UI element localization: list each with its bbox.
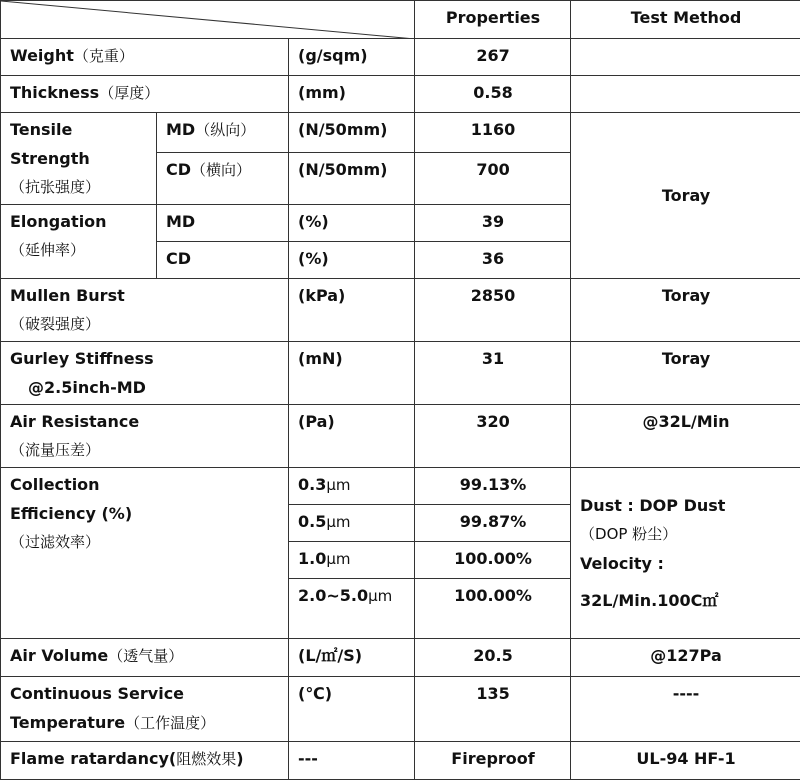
weight-label: Weight（克重） <box>1 39 289 76</box>
toray-method-group: Toray <box>571 113 800 279</box>
thickness-value: 0.58 <box>415 76 571 113</box>
collection-value: 100.00% <box>415 542 571 579</box>
tensile-cd-value: 700 <box>415 152 571 204</box>
row-thickness <box>1 76 800 113</box>
elongation-label: Elongation （延伸率） <box>1 205 157 279</box>
gurley-label: Gurley Stiffness @2.5inch-MD <box>1 342 289 405</box>
row-air-volume <box>1 639 800 677</box>
weight-unit: (g/sqm) <box>289 39 415 76</box>
weight-method <box>571 39 800 76</box>
row-flame <box>1 742 800 780</box>
tensile-label: Tensile Strength （抗张强度） <box>1 113 157 205</box>
header-row <box>1 1 800 39</box>
tensile-cd-label: CD（横向） <box>157 152 289 204</box>
flame-label: Flame ratardancy(阻燃效果) <box>1 742 289 780</box>
mullen-method: Toray <box>571 279 800 342</box>
elongation-cd-value: 36 <box>415 242 571 279</box>
collection-value: 100.00% <box>415 579 571 639</box>
air-resistance-unit: (Pa) <box>289 405 415 468</box>
corner-diagonal <box>1 1 415 39</box>
gurley-method: Toray <box>571 342 800 405</box>
mullen-value: 2850 <box>415 279 571 342</box>
tensile-md-unit: (N/50mm) <box>289 113 415 153</box>
air-volume-value: 20.5 <box>415 639 571 677</box>
header-test-method: Test Method <box>571 1 800 39</box>
collection-size: 0.3μm <box>289 468 415 505</box>
service-temp-value: 135 <box>415 677 571 742</box>
row-weight <box>1 39 800 76</box>
collection-size: 0.5μm <box>289 505 415 542</box>
air-resistance-method: @32L/Min <box>571 405 800 468</box>
elongation-md-unit: (%) <box>289 205 415 242</box>
air-resistance-label: Air Resistance （流量压差） <box>1 405 289 468</box>
tensile-md-label: MD（纵向） <box>157 113 289 153</box>
header-properties: Properties <box>415 1 571 39</box>
air-resistance-value: 320 <box>415 405 571 468</box>
thickness-unit: (mm) <box>289 76 415 113</box>
gurley-value: 31 <box>415 342 571 405</box>
thickness-label: Thickness（厚度） <box>1 76 289 113</box>
thickness-method <box>571 76 800 113</box>
elongation-md-label: MD <box>157 205 289 242</box>
elongation-md-value: 39 <box>415 205 571 242</box>
collection-label: Collection Efficiency (%) （过滤效率） <box>1 468 289 639</box>
elongation-cd-unit: (%) <box>289 242 415 279</box>
corner-cell <box>1 1 415 39</box>
flame-method: UL-94 HF-1 <box>571 742 800 780</box>
collection-value: 99.87% <box>415 505 571 542</box>
service-temp-label: Continuous Service Temperature（工作温度） <box>1 677 289 742</box>
row-mullen <box>1 279 800 342</box>
mullen-unit: (kPa) <box>289 279 415 342</box>
flame-value: Fireproof <box>415 742 571 780</box>
weight-value: 267 <box>415 39 571 76</box>
row-air-resistance <box>1 405 800 468</box>
collection-size: 2.0~5.0μm <box>289 579 415 639</box>
flame-unit: --- <box>289 742 415 780</box>
tensile-md-value: 1160 <box>415 113 571 153</box>
row-tensile-md <box>1 113 800 153</box>
collection-value: 99.13% <box>415 468 571 505</box>
mullen-label: Mullen Burst （破裂强度） <box>1 279 289 342</box>
air-volume-label: Air Volume（透气量） <box>1 639 289 677</box>
row-collection-0 <box>1 468 800 505</box>
air-volume-unit: (L/㎡/S) <box>289 639 415 677</box>
tensile-cd-unit: (N/50mm) <box>289 152 415 204</box>
service-temp-unit: (℃) <box>289 677 415 742</box>
gurley-unit: (mN) <box>289 342 415 405</box>
air-volume-method: @127Pa <box>571 639 800 677</box>
row-gurley <box>1 342 800 405</box>
row-service-temp <box>1 677 800 742</box>
elongation-cd-label: CD <box>157 242 289 279</box>
service-temp-method: ---- <box>571 677 800 742</box>
collection-method: Dust : DOP Dust （DOP 粉尘） Velocity : 32L/Min.100C㎡ <box>571 468 800 639</box>
collection-size: 1.0μm <box>289 542 415 579</box>
